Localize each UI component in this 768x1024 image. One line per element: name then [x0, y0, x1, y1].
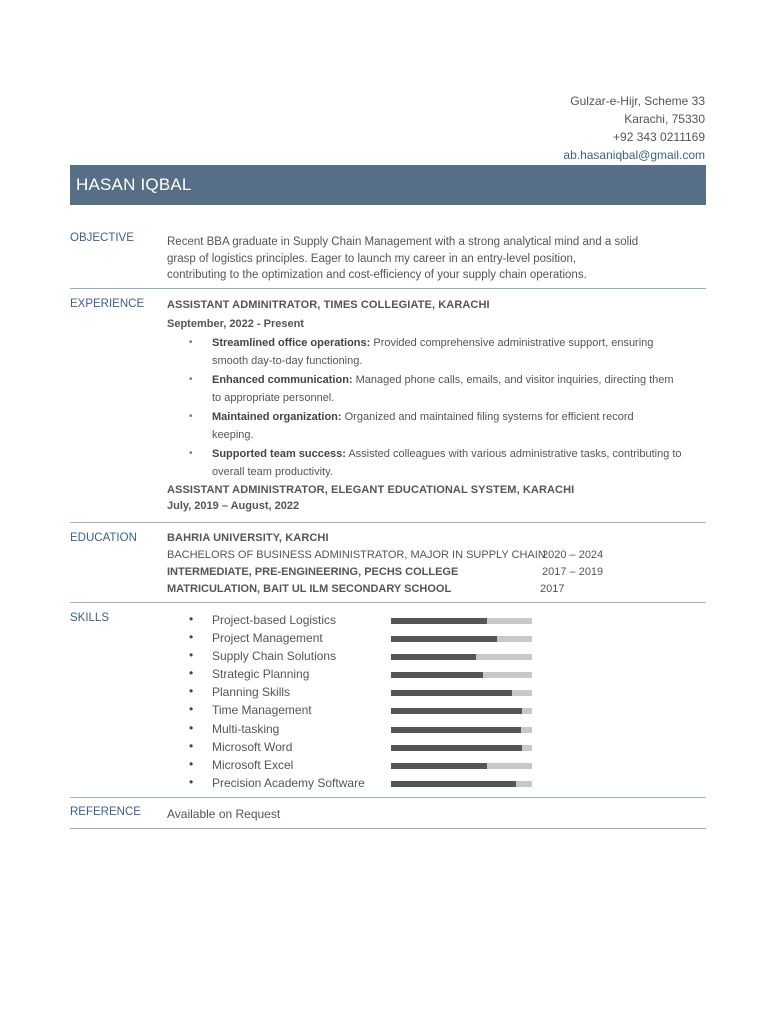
- skill-name: Project-based Logistics: [212, 613, 337, 627]
- bullet-icon: •: [189, 411, 193, 422]
- bullet-icon: •: [189, 684, 194, 699]
- skill-name: Strategic Planning: [212, 667, 310, 682]
- skill-level-fill: [391, 672, 483, 678]
- skill-name: Project Management: [212, 631, 323, 646]
- bullet-icon: •: [189, 648, 194, 663]
- email-link[interactable]: ab.hasaniqbal@gmail.com: [563, 148, 705, 162]
- bullet-icon: •: [189, 774, 194, 789]
- objective-line: grasp of logistics principles. Eager to launch my career in an entry-level position,: [167, 252, 577, 265]
- skill-name: Precision Academy Software: [212, 775, 365, 790]
- skill-name: Multi-tasking: [212, 721, 280, 736]
- section-divider: [70, 797, 706, 798]
- bullet-text: Managed phone calls, emails, and visitor inquiries, directing them: [352, 374, 674, 386]
- bullet-text: to appropriate personnel.: [212, 392, 335, 404]
- objective-line: contributing to the optimization and cost-efficiency of your supply chain operations.: [167, 269, 587, 281]
- bullet-icon: •: [189, 720, 194, 735]
- skill-level-fill: [391, 636, 497, 642]
- job-bullets: [167, 334, 707, 481]
- bullet-icon: •: [189, 666, 194, 681]
- skill-level-bar: [391, 781, 532, 787]
- phone-number: +92 343 0211169: [613, 130, 705, 144]
- skill-level-bar: [391, 654, 532, 660]
- degree-title: MATRICULATION, BAIT UL ILM SECONDARY SCHOOL: [167, 583, 452, 595]
- bullet-heading: Maintained organization:: [212, 411, 342, 423]
- skill-level-fill: [391, 708, 522, 714]
- reference-label: REFERENCE: [70, 806, 141, 818]
- skill-level-bar: [391, 745, 532, 751]
- education-entry: [167, 564, 707, 581]
- skill-name: Microsoft Word: [212, 739, 293, 754]
- bullet-icon: •: [189, 448, 193, 459]
- skill-row: [167, 665, 707, 683]
- list-item: [167, 334, 707, 370]
- bullet-text: keeping.: [212, 429, 254, 441]
- skill-level-bar: [391, 618, 532, 624]
- skill-level-fill: [391, 690, 512, 696]
- section-divider: [70, 828, 706, 829]
- bullet-icon: •: [189, 756, 194, 771]
- bullet-icon: •: [189, 738, 194, 753]
- bullet-icon: •: [189, 702, 194, 717]
- section-divider: [70, 288, 706, 289]
- skill-level-fill: [391, 727, 521, 733]
- list-item: [167, 445, 707, 481]
- bullet-text: Assisted colleagues with various administrative tasks, contributing to: [345, 448, 682, 460]
- institution-name: BAHRIA UNIVERSITY, KARCHI: [167, 532, 329, 544]
- address-line-2: Karachi, 75330: [624, 112, 705, 126]
- job-title: ASSISTANT ADMINITRATOR, TIMES COLLEGIATE, KARACHI: [167, 299, 490, 311]
- education-label: EDUCATION: [70, 532, 137, 544]
- bullet-icon: •: [189, 374, 193, 385]
- contact-block: [563, 92, 705, 164]
- skill-row: [167, 647, 707, 665]
- skill-level-fill: [391, 763, 487, 769]
- skill-row: [167, 611, 707, 629]
- objective-text: [167, 234, 707, 284]
- bullet-icon: •: [189, 337, 193, 348]
- section-divider: [70, 602, 706, 603]
- skill-name: Time Management: [212, 703, 312, 718]
- bullet-icon: •: [189, 630, 194, 645]
- skill-level-bar: [391, 727, 532, 733]
- list-item: [167, 408, 707, 444]
- experience-body: [167, 297, 707, 514]
- bullet-icon: •: [189, 612, 194, 626]
- bullet-text: smooth day-to-day functioning.: [212, 355, 363, 367]
- name-banner: [70, 165, 706, 205]
- reference-text: Available on Request: [167, 807, 281, 821]
- skill-name: Supply Chain Solutions: [212, 649, 337, 664]
- objective-label: OBJECTIVE: [70, 232, 134, 244]
- skill-row: [167, 738, 707, 756]
- skill-row: [167, 720, 707, 738]
- skill-name: Planning Skills: [212, 685, 291, 700]
- experience-label: EXPERIENCE: [70, 298, 145, 310]
- bullet-heading: Enhanced communication:: [212, 374, 353, 386]
- skill-row: [167, 683, 707, 701]
- degree-title: INTERMEDIATE, PRE-ENGINEERING, PECHS COLLEGE: [167, 566, 459, 578]
- degree-years: 2020 – 2024: [542, 549, 604, 561]
- job-dates: July, 2019 – August, 2022: [167, 500, 300, 512]
- skills-list: [167, 611, 707, 792]
- job-dates: September, 2022 - Present: [167, 318, 304, 330]
- skill-row: [167, 629, 707, 647]
- skill-level-fill: [391, 745, 522, 751]
- skill-row: [167, 756, 707, 774]
- skill-name: Microsoft Excel: [212, 757, 294, 772]
- skills-label: SKILLS: [70, 612, 109, 624]
- candidate-name: HASAN IQBAL: [76, 175, 192, 194]
- skill-level-bar: [391, 708, 532, 714]
- skill-level-fill: [391, 654, 476, 660]
- bullet-heading: Supported team success:: [212, 448, 346, 460]
- job-title: ASSISTANT ADMINISTRATOR, ELEGANT EDUCATIONAL SYSTEM, KARACHI: [167, 484, 575, 496]
- address-line-1: Gulzar-e-Hijr, Scheme 33: [570, 94, 705, 108]
- skill-level-fill: [391, 618, 487, 624]
- skill-row: [167, 774, 707, 792]
- education-entry: [167, 581, 707, 598]
- bullet-text: overall team productivity.: [212, 466, 333, 478]
- bullet-text: Organized and maintained filing systems for efficient record: [341, 411, 634, 423]
- degree-years: 2017: [540, 583, 565, 595]
- bullet-heading: Streamlined office operations:: [212, 337, 371, 349]
- skill-level-bar: [391, 763, 532, 769]
- list-item: [167, 371, 707, 407]
- education-body: [167, 530, 707, 598]
- skill-level-fill: [391, 781, 516, 787]
- skill-level-bar: [391, 690, 532, 696]
- degree-title: BACHELORS OF BUSINESS ADMINISTRATOR, MAJOR IN SUPPLY CHAIN: [167, 549, 546, 561]
- skill-level-bar: [391, 672, 532, 678]
- degree-years: 2017 – 2019: [542, 566, 604, 578]
- skill-row: [167, 701, 707, 719]
- skill-level-bar: [391, 636, 532, 642]
- education-entry: [167, 547, 707, 564]
- section-divider: [70, 522, 706, 523]
- objective-line: Recent BBA graduate in Supply Chain Management with a strong analytical mind and a solid: [167, 236, 639, 248]
- bullet-text: Provided comprehensive administrative support, ensuring: [370, 337, 654, 349]
